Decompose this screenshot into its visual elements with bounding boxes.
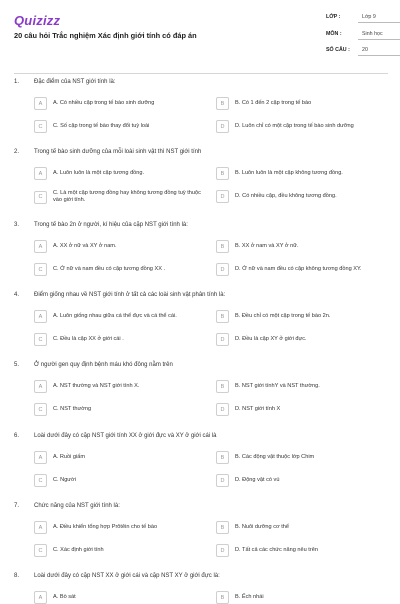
option-text: D. Động vật có vú <box>235 477 280 483</box>
answer-option-d[interactable] <box>216 190 384 203</box>
answer-option-d[interactable] <box>216 120 384 133</box>
answer-option-d[interactable] <box>216 544 384 557</box>
answer-option-a[interactable] <box>34 451 202 464</box>
option-letter-box: B <box>216 240 229 253</box>
option-letter-box: B <box>216 521 229 534</box>
answer-option-b[interactable] <box>216 380 384 393</box>
question-text: Trong tế bào 2n ở người, kí hiệu của cặp NST giới tính là: <box>34 222 188 228</box>
option-text: C. Ở nữ và nam đều có cặp tương đồng XX . <box>53 266 166 272</box>
option-letter-box: A <box>34 240 47 253</box>
option-letter-box: C <box>34 544 47 557</box>
option-text: C. Xác định giới tính <box>53 547 104 553</box>
subject-label: MÔN : <box>326 31 342 37</box>
option-text: B. XX ở nam và XY ở nữ. <box>235 243 299 249</box>
question-number: 1. <box>14 79 20 85</box>
answer-option-d[interactable] <box>216 333 384 346</box>
subject-underline <box>358 39 400 40</box>
option-text: A. Bò sát <box>53 594 76 600</box>
answer-option-c[interactable] <box>34 474 202 487</box>
option-letter-box: C <box>34 333 47 346</box>
answer-option-a[interactable] <box>34 521 202 534</box>
option-text: B. Có 1 đến 2 cặp trong tế bào <box>235 100 312 106</box>
option-text: B. Luôn luôn là một cặp không tương đồng. <box>235 170 343 176</box>
option-letter-box: C <box>34 120 47 133</box>
option-text: A. Có nhiều cặp trong tế bào sinh dưỡng <box>53 100 155 106</box>
option-text: D. Ở nữ và nam đều có cặp không tương đồng XY. <box>235 266 362 272</box>
option-text: D. NST giới tính X <box>235 406 281 412</box>
option-letter-box: D <box>216 403 229 416</box>
class-value: Lớp 9 <box>362 14 376 20</box>
option-text: C. Đều là cặp XX ở giới cái . <box>53 336 124 342</box>
answer-option-d[interactable] <box>216 474 384 487</box>
option-text: D. Có nhiều cặp, đều không tương đồng. <box>235 193 337 199</box>
option-letter-box: D <box>216 190 229 203</box>
option-text: B. NST giới tínhY và NST thường. <box>235 383 320 389</box>
answer-option-d[interactable] <box>216 263 384 276</box>
question-number: 3. <box>14 222 20 228</box>
question-number: 2. <box>14 149 20 155</box>
option-letter-box: A <box>34 167 47 180</box>
option-letter-box: B <box>216 380 229 393</box>
worksheet-header <box>0 0 400 68</box>
answer-option-a[interactable] <box>34 167 202 180</box>
answer-option-a[interactable] <box>34 380 202 393</box>
answer-option-c[interactable] <box>34 263 202 276</box>
question-text: Điểm giống nhau về NST giới tính ở tất cả các loài sinh vật phân tính là: <box>34 292 226 298</box>
option-text: A. Luôn giống nhau giữa cá thể đực và cá thể cái. <box>53 313 177 319</box>
answer-option-b[interactable] <box>216 97 384 110</box>
option-letter-box: B <box>216 310 229 323</box>
question-number: 5. <box>14 362 20 368</box>
question-number: 8. <box>14 573 20 579</box>
option-letter-box: B <box>216 97 229 110</box>
option-letter-box: D <box>216 544 229 557</box>
header-divider <box>14 73 388 74</box>
subject-value: Sinh học <box>362 31 383 37</box>
class-label: LỚP : <box>326 14 341 20</box>
answer-option-b[interactable] <box>216 240 384 253</box>
option-letter-box: D <box>216 120 229 133</box>
option-letter-box: D <box>216 263 229 276</box>
page-title: 20 câu hỏi Trắc nghiệm Xác định giới tính có đáp án <box>14 31 197 40</box>
answer-option-b[interactable] <box>216 167 384 180</box>
option-letter-box: B <box>216 451 229 464</box>
class-underline <box>358 22 400 23</box>
question-text: Đặc điểm của NST giới tính là: <box>34 79 116 85</box>
option-letter-box: D <box>216 474 229 487</box>
question-text: Loài dưới đây có cặp NST giới tính XX ở giới đực và XY ở giới cái là <box>34 433 217 439</box>
option-letter-box: A <box>34 451 47 464</box>
question-number: 7. <box>14 503 20 509</box>
option-text: C. NST thường <box>53 406 92 412</box>
question-text: Loài dưới đây có cặp NST XX ở giới cái và cặp NST XY ở giới đực là: <box>34 573 220 579</box>
answer-option-a[interactable] <box>34 240 202 253</box>
option-text: D. Luôn chỉ có một cặp trong tế bào sinh dưỡng <box>235 123 354 129</box>
option-letter-box: D <box>216 333 229 346</box>
answer-option-c[interactable] <box>34 120 202 133</box>
answer-option-a[interactable] <box>34 97 202 110</box>
answer-option-b[interactable] <box>216 310 384 323</box>
question-number: 6. <box>14 433 20 439</box>
option-text: A. XX ở nữ và XY ở nam. <box>53 243 117 249</box>
option-text: A. Ruồi giấm <box>53 454 86 460</box>
option-text: C. Người <box>53 477 76 483</box>
option-letter-box: B <box>216 591 229 604</box>
answer-option-b[interactable] <box>216 591 384 604</box>
option-letter-box: C <box>34 474 47 487</box>
option-text: B. Các động vật thuộc lớp Chim <box>235 454 315 460</box>
option-text: D. Đều là cặp XY ở giới đực. <box>235 336 307 342</box>
option-text: B. Nuôi dưỡng cơ thể <box>235 524 289 530</box>
answer-option-c[interactable] <box>34 403 202 416</box>
option-letter-box: A <box>34 310 47 323</box>
answer-option-a[interactable] <box>34 310 202 323</box>
option-letter-box: A <box>34 97 47 110</box>
option-text: B. Đều chỉ có một cặp trong tế bào 2n. <box>235 313 331 319</box>
option-letter-box: A <box>34 521 47 534</box>
option-text: A. Luôn luôn là một cặp tương đồng. <box>53 170 145 176</box>
answer-option-b[interactable] <box>216 451 384 464</box>
option-text: A. Điều khiển tổng hợp Prôtêin cho tế bào <box>53 524 158 530</box>
option-letter-box: C <box>34 263 47 276</box>
option-letter-box: C <box>34 403 47 416</box>
answer-option-c[interactable] <box>34 333 202 346</box>
count-value: 20 <box>362 47 368 53</box>
answer-option-b[interactable] <box>216 521 384 534</box>
question-text: Ở người gen quy định bệnh máu khó đông nằm trên <box>34 362 173 368</box>
answer-option-a[interactable] <box>34 591 202 604</box>
option-text: D. Tất cả các chức năng nêu trên <box>235 547 318 553</box>
answer-option-c[interactable] <box>34 190 202 204</box>
count-underline <box>358 55 400 56</box>
option-letter-box: C <box>34 191 47 204</box>
option-text: C. Là một cặp tương đồng hay không tương đồng tuỳ thuộc vào giới tính. <box>53 190 201 203</box>
option-text: C. Số cặp trong tế bào thay đổi tuỳ loài <box>53 123 150 129</box>
option-text: A. NST thường và NST giới tính X. <box>53 383 140 389</box>
option-letter-box: B <box>216 167 229 180</box>
count-label: SỐ CÂU : <box>326 47 350 53</box>
answer-option-c[interactable] <box>34 544 202 557</box>
question-text: Trong tế bào sinh dưỡng của mỗi loài sinh vật thì NST giới tính <box>34 149 202 155</box>
quizizz-logo: Quizizz <box>14 13 61 28</box>
option-text: B. Ếch nhái <box>235 594 264 600</box>
question-text: Chức năng của NST giới tính là: <box>34 503 120 509</box>
question-number: 4. <box>14 292 20 298</box>
option-letter-box: A <box>34 591 47 604</box>
option-letter-box: A <box>34 380 47 393</box>
answer-option-d[interactable] <box>216 403 384 416</box>
